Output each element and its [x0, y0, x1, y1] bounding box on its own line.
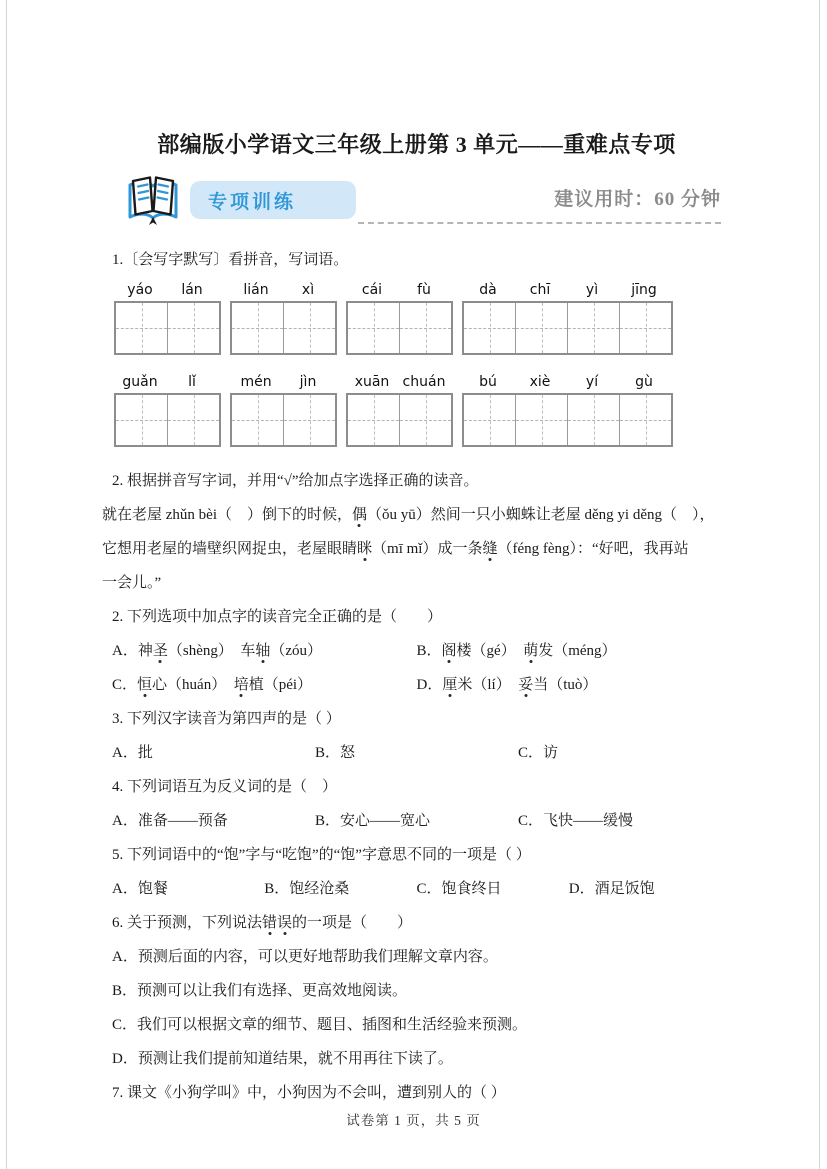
question-1	[112, 243, 721, 447]
pinyin-syllable: mén	[240, 374, 272, 390]
option: C．飞快——缓慢	[518, 813, 634, 829]
pinyin-labels	[346, 372, 453, 393]
writing-cell	[464, 395, 516, 445]
writing-cells	[346, 301, 453, 355]
word-grid-group	[114, 372, 221, 447]
pinyin-syllable: lǐ	[188, 374, 196, 390]
pinyin-labels	[462, 280, 673, 301]
pinyin-syllable: dà	[479, 282, 497, 298]
pinyin-syllable: gù	[635, 374, 653, 390]
question-7	[112, 906, 721, 1076]
header-banner	[112, 171, 721, 229]
pinyin-syllable: chī	[529, 282, 551, 298]
option: C．饱食终日	[416, 881, 502, 897]
dotted-char: 圣	[152, 643, 168, 659]
dotted-char: 错	[262, 915, 278, 931]
word-grid-group	[230, 280, 337, 355]
option: C．恒心（huán） 培植（péi）	[112, 677, 313, 693]
options-group	[112, 940, 721, 1076]
question-stem: 2. 根据拼音写字词，并用“√”给加点字选择正确的读音。	[112, 473, 479, 489]
questions-area	[102, 243, 721, 1110]
writing-cell	[168, 395, 219, 445]
options-group	[112, 634, 721, 702]
pinyin-labels	[230, 280, 337, 301]
option: D．酒足饭饱	[568, 881, 655, 897]
writing-cells	[346, 393, 453, 447]
writing-cells	[114, 393, 221, 447]
question-8	[112, 1076, 721, 1110]
pinyin-syllable: lán	[181, 282, 203, 298]
pinyin-labels	[114, 280, 221, 301]
pinyin-syllable: cái	[361, 282, 383, 298]
writing-cell	[232, 303, 284, 353]
pinyin-grid-row	[114, 280, 721, 355]
dotted-char: 眯	[357, 541, 373, 557]
writing-cell	[620, 395, 671, 445]
section-label-badge	[190, 181, 356, 219]
options-group	[112, 872, 721, 906]
option: A．批	[112, 745, 153, 761]
dotted-char: 轴	[255, 643, 271, 659]
writing-cell	[516, 395, 568, 445]
option: B．怒	[315, 745, 356, 761]
option: B．预测可以让我们有选择、更高效地阅读。	[112, 983, 408, 999]
writing-cell	[400, 303, 451, 353]
question-stem: 6. 关于预测，下列说法错误的一项是（ ）	[112, 915, 413, 931]
writing-cell	[284, 395, 335, 445]
dotted-char: 偶	[351, 507, 367, 523]
question-6	[112, 838, 721, 906]
option: B．饱经沧桑	[264, 881, 350, 897]
question-stem: 1.〔会写字默写〕看拼音，写词语。	[112, 252, 349, 268]
page-footer: 试卷第 1 页，共 5 页	[346, 1113, 481, 1128]
writing-cell	[568, 303, 620, 353]
section-label-text: 专项训练	[208, 191, 297, 213]
writing-cell	[116, 395, 168, 445]
writing-cell	[168, 303, 219, 353]
question-3	[112, 600, 721, 702]
pinyin-syllable: fù	[417, 282, 431, 298]
word-grid-group	[346, 372, 453, 447]
question-stem: 4. 下列词语互为反义词的是（ ）	[112, 779, 338, 795]
writing-cell	[400, 395, 451, 445]
writing-cell	[116, 303, 168, 353]
dotted-char: 厘	[442, 677, 458, 693]
pinyin-syllable: jìn	[299, 374, 317, 390]
option: B．安心——宽心	[315, 813, 431, 829]
writing-cell	[348, 303, 400, 353]
writing-cell	[464, 303, 516, 353]
page-title: 部编版小学语文三年级上册第 3 单元——重难点专项	[157, 132, 676, 157]
word-grid-group	[462, 280, 673, 355]
pinyin-syllable: yáo	[127, 282, 153, 298]
question-2	[102, 464, 721, 600]
option: C．我们可以根据文章的细节、题目、插图和生活经验来预测。	[112, 1017, 528, 1033]
option: A．预测后面的内容，可以更好地帮助我们理解文章内容。	[112, 949, 498, 965]
writing-cells	[230, 301, 337, 355]
question-stem: 5. 下列词语中的“饱”字与“吃饱”的“饱”字意思不同的一项是（ ）	[112, 847, 531, 863]
dotted-char: 萌	[523, 643, 539, 659]
option: B．阁楼（gé） 萌发（méng）	[416, 643, 617, 659]
pinyin-labels	[230, 372, 337, 393]
pinyin-grid-row	[114, 372, 721, 447]
dotted-char: 妥	[518, 677, 534, 693]
dotted-char: 缝	[482, 541, 498, 557]
writing-cell	[516, 303, 568, 353]
question-stem: 2. 下列选项中加点字的读音完全正确的是（ ）	[112, 609, 443, 625]
writing-cell	[620, 303, 671, 353]
writing-cell	[284, 303, 335, 353]
pinyin-syllable: lián	[243, 282, 269, 298]
dotted-char: 恒	[137, 677, 153, 693]
dotted-char: 培	[233, 677, 249, 693]
pinyin-syllable: guǎn	[122, 374, 158, 390]
question-stem: 7. 课文《小狗学叫》中，小狗因为不会叫，遭到别人的（ ）	[112, 1085, 506, 1101]
writing-cell	[568, 395, 620, 445]
pinyin-syllable: xuān	[354, 374, 390, 390]
option: D．预测让我们提前知道结果，就不用再往下读了。	[112, 1051, 453, 1067]
suggested-time-label: 建议用时：60 分钟	[554, 188, 721, 210]
question-4	[112, 702, 721, 770]
pinyin-labels	[346, 280, 453, 301]
question-5	[112, 770, 721, 838]
passage-line: 一会儿。”	[102, 575, 162, 591]
pinyin-syllable: xiè	[529, 374, 551, 390]
question-passage	[102, 498, 721, 600]
writing-cell	[232, 395, 284, 445]
pinyin-syllable: bú	[479, 374, 497, 390]
option: A．神圣（shèng） 车轴（zóu）	[112, 643, 323, 659]
options-group	[112, 804, 721, 838]
dotted-char: 误	[277, 915, 293, 931]
pinyin-syllable: chuán	[402, 374, 446, 390]
writing-cell	[348, 395, 400, 445]
pinyin-syllable: yì	[585, 282, 599, 298]
pinyin-syllable: yí	[585, 374, 599, 390]
pinyin-syllable: xì	[301, 282, 315, 298]
writing-cells	[114, 301, 221, 355]
dotted-char: 阁	[441, 643, 457, 659]
writing-cells	[462, 301, 673, 355]
passage-line: 就在老屋 zhǔn bèi（ ）倒下的时候，偶（ǒu yū）然间一只小蜘蛛让老屋 děng yi děng（ ），	[102, 507, 715, 523]
option: A．饱餐	[112, 881, 168, 897]
option: C．访	[518, 745, 559, 761]
question-stem: 3. 下列汉字读音为第四声的是（ ）	[112, 711, 341, 727]
writing-cells	[462, 393, 673, 447]
passage-line: 它想用老屋的墙壁织网捉虫，老屋眼睛眯（mī mǐ）成一条缝（féng fèng）：“好吧，我再站	[102, 541, 689, 557]
pinyin-syllable: jīng	[631, 282, 657, 298]
pinyin-labels	[462, 372, 673, 393]
word-grid-group	[346, 280, 453, 355]
option: D．厘米（lí） 妥当（tuò）	[416, 677, 598, 693]
writing-cells	[230, 393, 337, 447]
open-book-icon	[126, 172, 180, 228]
pinyin-labels	[114, 372, 221, 393]
word-grid-group	[114, 280, 221, 355]
word-grid-group	[230, 372, 337, 447]
option: A．准备——预备	[112, 813, 228, 829]
options-group	[112, 736, 721, 770]
word-grid-group	[462, 372, 673, 447]
dashed-separator	[358, 222, 721, 224]
